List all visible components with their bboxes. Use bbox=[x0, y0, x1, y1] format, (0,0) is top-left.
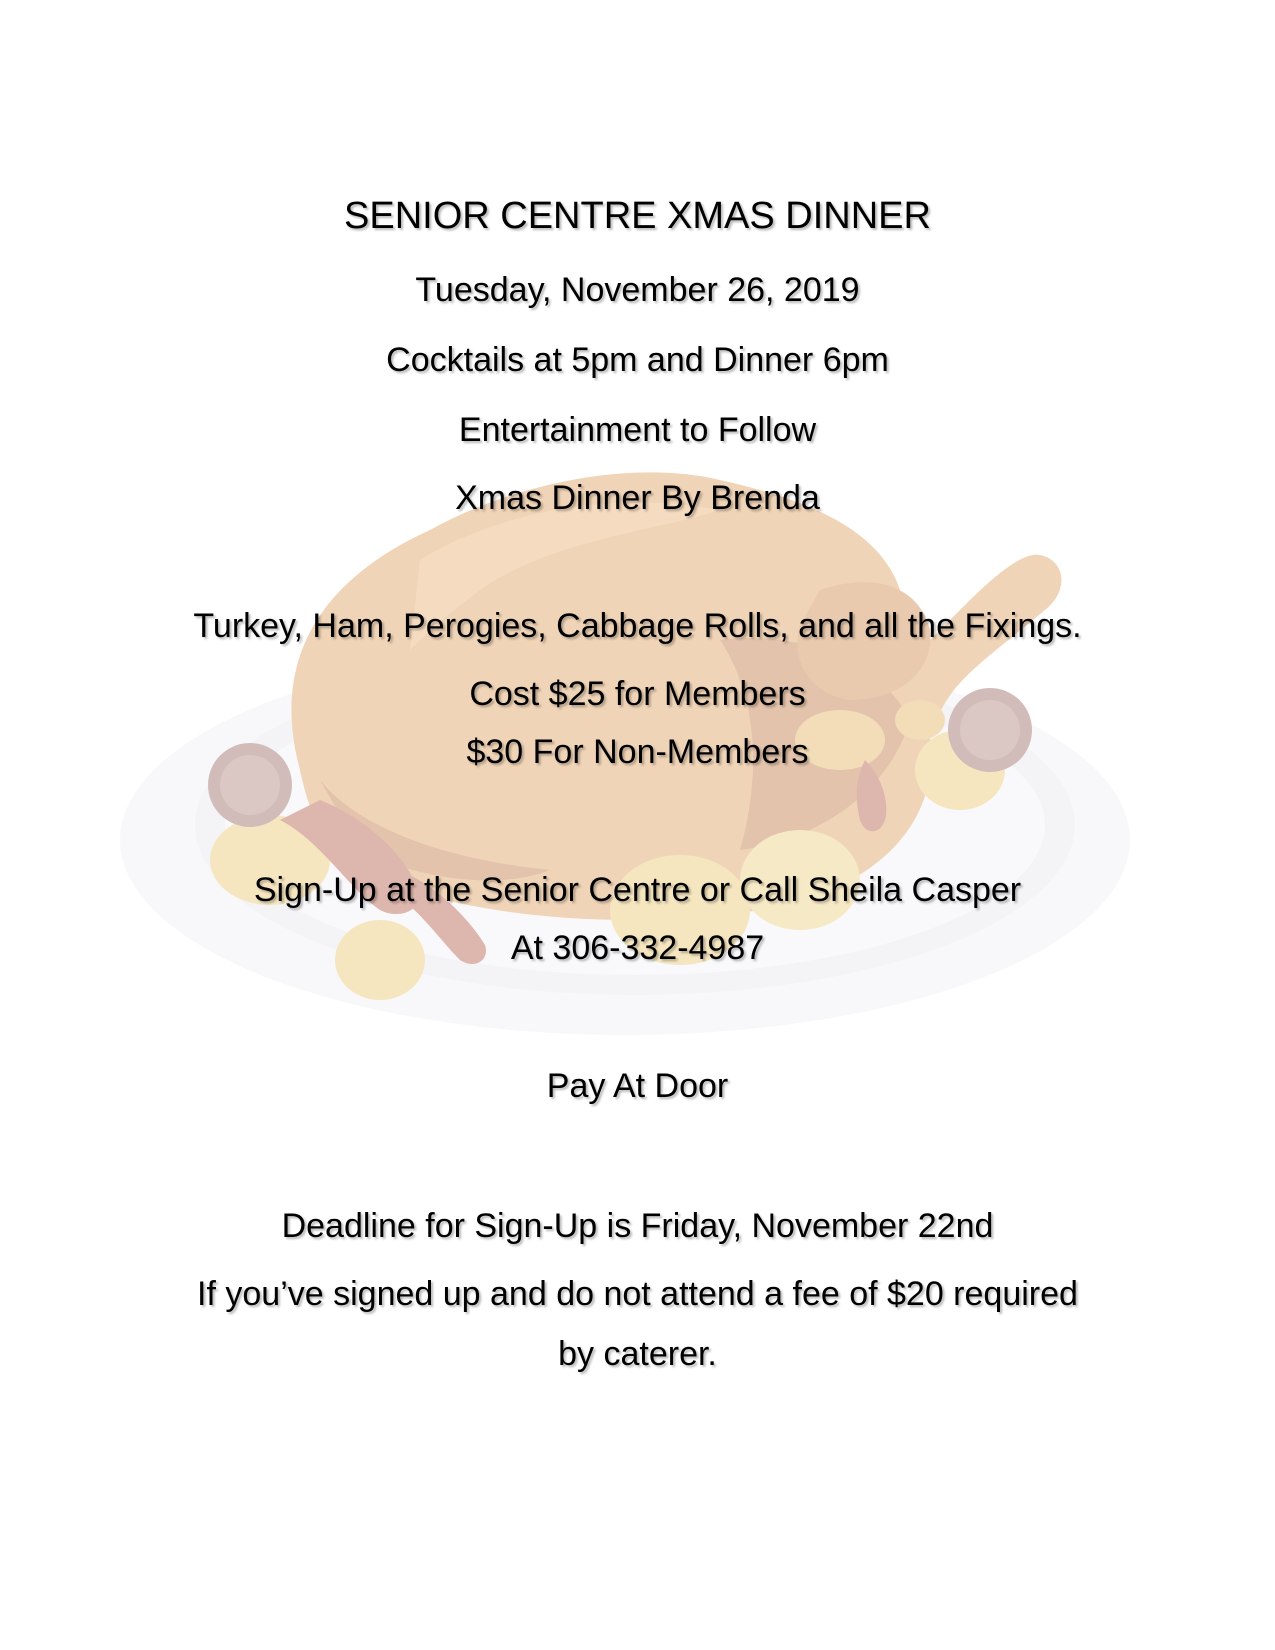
signup-deadline: Deadline for Sign-Up is Friday, November 22nd bbox=[281, 1207, 994, 1245]
event-times: Cocktails at 5pm and Dinner 6pm bbox=[386, 341, 889, 379]
signup-info: Sign-Up at the Senior Centre or Call Sheila Casper bbox=[253, 871, 1022, 909]
payment-note: Pay At Door bbox=[546, 1067, 729, 1105]
flyer-title: SENIOR CENTRE XMAS DINNER bbox=[344, 195, 931, 237]
contact-phone: At 306-332-4987 bbox=[510, 929, 765, 967]
fee-notice-line-1: If you’ve signed up and do not attend a fee of $20 required bbox=[197, 1275, 1078, 1313]
caterer-note: Xmas Dinner By Brenda bbox=[455, 479, 820, 517]
menu-items: Turkey, Ham, Perogies, Cabbage Rolls, and all the Fixings. bbox=[193, 607, 1082, 645]
event-date: Tuesday, November 26, 2019 bbox=[415, 271, 860, 309]
member-cost: Cost $25 for Members bbox=[469, 675, 806, 713]
non-member-cost: $30 For Non-Members bbox=[466, 733, 809, 771]
entertainment-note: Entertainment to Follow bbox=[458, 411, 817, 449]
fee-notice-line-2: by caterer. bbox=[558, 1335, 717, 1373]
